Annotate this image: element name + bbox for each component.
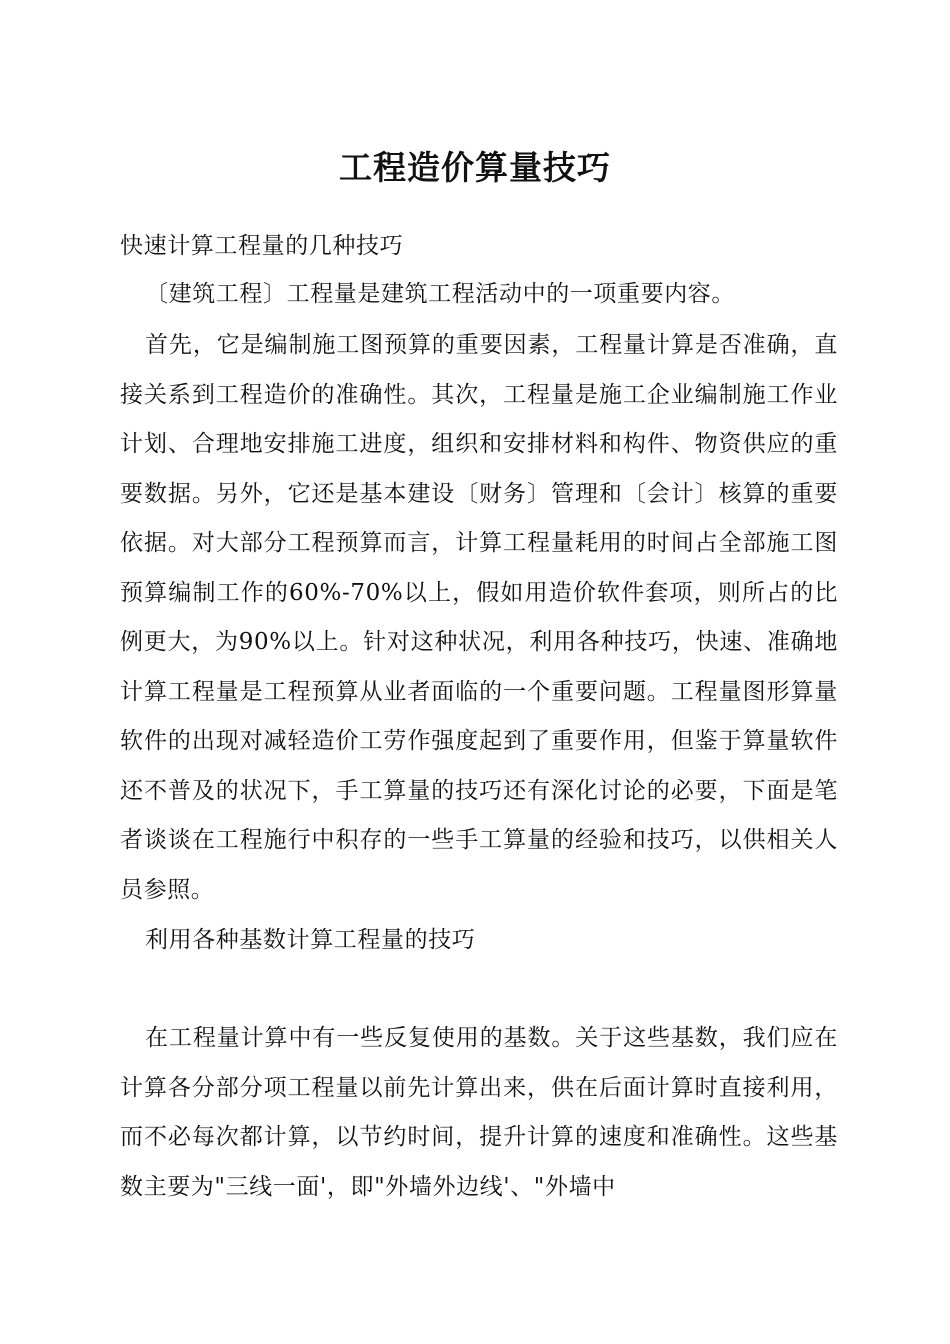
paragraph-body: 首先，它是编制施工图预算的重要因素，工程量计算是否准确，直接关系到工程造价的准确性。其次，工程量是施工企业编制施工作业计划、合理地安排施工进度，组织和安排材料和构件、物资供应的重要数据。另外，它还是基本建设〔财务〕管理和〔会计〕核算的重要依据。对大部分工程预算而言，计算工程量耗用的时间占全部施工图预算编制工作的60%-70%以上，假如用造价软件套项，则所占的比例更大，为90%以上。针对这种状况，利用各种技巧，快速、准确地计算工程量是工程预算从业者面临的一个重要问题。工程量图形算量软件的出现对减轻造价工劳作强度起到了重要作用，但鉴于算量软件还不普及的状况下，手工算量的技巧还有深化讨论的必要，下面是笔者谈谈在工程施行中积存的一些手工算量的经验和技巧，以供相关人员参照。 [120, 332, 838, 903]
paragraph-intro: 〔建筑工程〕工程量是建筑工程活动中的一项重要内容。 [145, 281, 735, 307]
section-heading: 快速计算工程量的几种技巧 [120, 233, 404, 259]
subsection-heading: 利用各种基数计算工程量的技巧 [145, 927, 476, 953]
paragraph-bases: 在工程量计算中有一些反复使用的基数。关于这些基数，我们应在计算各分部分项工程量以前先计算出来，供在后面计算时直接利用，而不必每次都计算，以节约时间，提升计算的速度和准确性。这些基数主要为"三线一面'，即"外墙外边线'、"外墙中 [120, 1025, 838, 1200]
document-title: 工程造价算量技巧 [339, 148, 611, 187]
